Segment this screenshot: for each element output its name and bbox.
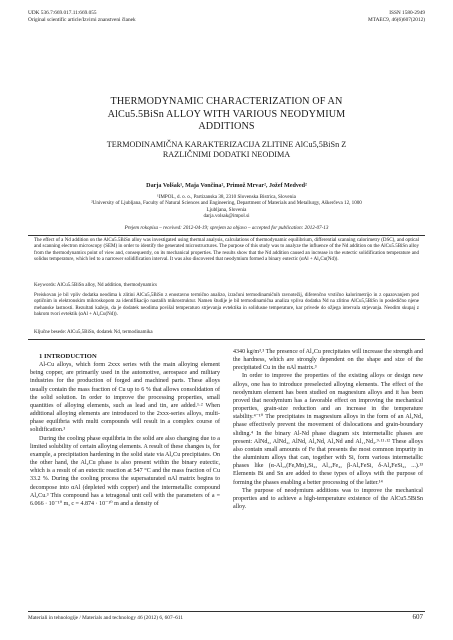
page-number: 607 — [412, 613, 423, 621]
paragraph: During the cooling phase equilibria in the solid are also changing due to a limited solubility of certain alloying elements. A result of these changes is, for example, a precipitation hardening in the solid state via Al₂Cu precipitates. On the other hand, the Al₂Cu phase is also present within the binary eutectic, which is a result of an eutectic reaction at 547 °C and the mass fraction of Cu 33.2 %. During the cooling process the supersaturated αAl matrix begins to decompose into αAl (depleted with copper) and the intermetallic compound Al₂Cu.³ This compound has a tetragonal unit cell with the parameters of a = 6.066 · 10⁻¹⁰ m, c = 4.874 · 10⁻¹⁰ m and a density of — [30, 435, 221, 507]
affiliation-line: ²University of Ljubljana, Faculty of Natural Sciences and Engineering, Department of Materials and Metallurgy, Aškerčeva 12, 1000 — [91, 200, 362, 207]
paragraph: 4340 kg/m³.³ The presence of Al₂Cu precipitates will increase the strength and the hardness, which are strongly dependent on the shape and size of the precipitated Cu in the αAl matrix.³ — [233, 349, 423, 372]
journal-citation: Materiali in tehnologije / Materials and technology 46 (2012) 6, 607–611 — [28, 615, 183, 621]
paper-title-slovene — [40, 140, 413, 160]
udk-code: UDK 536.7:669.017.11:669.055 — [28, 10, 97, 16]
issn: ISSN 1580-2949 — [389, 10, 425, 16]
divider — [28, 235, 425, 236]
section-heading: 1 INTRODUCTION — [39, 353, 97, 360]
abstract-slovene: Preiskovan je bil vpliv dodatka neodima k zlitini AlCu5,5BiSn z enostavno termično analizo, izračuni termodinamičnih ravnotežij, diferenčno vrstično kalorimetrijo in z opazovanjem pod optičnim in elektronskim mikroskopom za identifikacijo nastalih mikrostruktur. Namen študije je bil termodinamična analiza vpliva dodatka Nd na zlitino AlCu5,5BiSn in posledično njene mehanske lastnosti. Rezultati kažejo, da je dodatek neodima povišal temperaturo strjevanja evtektika in solidusne temperature, kar privede do ožjega intervala strjevanja. Neodim skupaj z bakrom tvori evtektik (αAl + Al₂Cu(Nd)). — [34, 293, 419, 318]
title-line: THERMODYNAMIC CHARACTERIZATION OF AN — [110, 96, 343, 107]
authors: Darja Volšak¹, Maja Vončina², Primož Mrvar², Jožef Medved² — [146, 183, 307, 189]
header-left — [28, 10, 136, 23]
affiliation-line: ¹IMPOL, d. o. o., Partizanska 38, 2310 Slovenska Bistrica, Slovenia — [157, 194, 296, 200]
paper-title — [40, 96, 413, 134]
keywords-slovene: Ključne besede: AlCu5,5BiSn, dodatek Nd, termodinamika — [34, 330, 153, 335]
right-column — [233, 348, 423, 511]
keywords-english: Keywords: AlCu5.5BiSn alloy, Nd addition, thermodynamics — [34, 283, 158, 288]
divider — [28, 339, 425, 340]
title-sl-line: TERMODINAMIČNA KARAKTERIZACIJA ZLITINE AlCu5,5BiSn Z — [106, 140, 347, 149]
affiliations — [28, 194, 425, 220]
title-sl-line: RAZLIČNIMI DODATKI NEODIMA — [162, 150, 291, 160]
abstract-english: The effect of a Nd addition on the AlCu5.5BiSn alloy was investigated using thermal analysis, calculations of thermodynamic equilibrium, differential scanning calorimetry (DSC), and optical and scanning electron microscopy (SEM) in order to identify the generated microstructures. The purpose of this study was to analyze the influence of the Nd addition on the AlCu5.5BiSn alloy from the thermodynamics point of view and, consequently, on its mechanical properties. The results show that the Nd addition caused an increase in the eutectic solidification temperature and solidus temperature, which led to a narrower solidification interval. It was also discovered that neodymium formed a binary eutectic (αAl + Al₂Cu(Nd)). — [34, 238, 419, 263]
article-type: Original scientific article/Izvirni znanstveni članek — [28, 16, 136, 23]
affiliation-line: Ljubljana, Slovenia — [206, 206, 247, 213]
email: darja.volsak@impol.si — [203, 213, 250, 220]
title-line: ADDITIONS — [198, 121, 255, 133]
header-right — [368, 10, 425, 23]
paragraph: The purpose of neodymium additions was to improve the mechanical properties and to achieve a high-temperature existence of the AlCu5.5BiSn alloy. — [233, 487, 423, 510]
left-column — [30, 353, 220, 508]
paragraph: In order to improve the properties of the existing alloys or design new alloys, one has to introduce preselected alloying elements. The effect of the neodymium element has been studied on magnesium alloys and it has been proved that neodymium has a favorable effect on improving the mechanical properties, grain-size reduction and an increase in the temperature stability.⁴⁻¹⁰ The precipitates in magnesium alloys in the form of an Al₂Nd₃ phase effectively prevent the movement of dislocations and grain-boundary sliding.⁴ In the binary Al-Nd phase diagram six intermetallic phases are present: AlNd₃, AlNd₂, AlNd, Al₂Nd, Al₃Nd and Al₁₁Nd₃.⁹·¹¹·¹² These alloys also contain small amounts of Fe that presents the most common impurity in the aluminium alloys that can, together with Si, form various intermetallic phases like (α-Al₁₅(Fe,Mn)₃Si₂, Al₁₃Fe₄, β-Al₅FeSi, δ-Al₄FeSi₂, ...).¹³ Elements Bi and Sn are added to these types of alloys with the purpose of forming the phases enabling a better processing of the latter.¹⁴ — [233, 373, 423, 486]
journal-code: MTAEC9, 46(6)607(2012) — [368, 16, 425, 23]
title-line: AlCu5.5BiSn ALLOY WITH VARIOUS NEODYMIUM — [107, 108, 346, 120]
page-footer — [28, 612, 425, 622]
received-accepted-dates: Prejem rokopisa – received: 2012-04-19; sprejem za objavo – accepted for publication: 2012-07-13 — [124, 225, 329, 231]
paragraph: Al-Cu alloys, which form 2xxx series with the main alloying element being copper, are primarily used in the automotive, aerospace and military industries for the production of forged and machined parts. These alloys usually contain the mass fraction of Cu up to 6 % that allows consolidation of the solid solution. In order to improve the processing properties, small quantities of alloying elements, such as lead and tin, are added.¹·² When additional alloying elements are introduced to the 2xxx-series alloys, multi-phase equilibria with multi compounds will result in a complex course of solidification.³ — [30, 362, 220, 434]
